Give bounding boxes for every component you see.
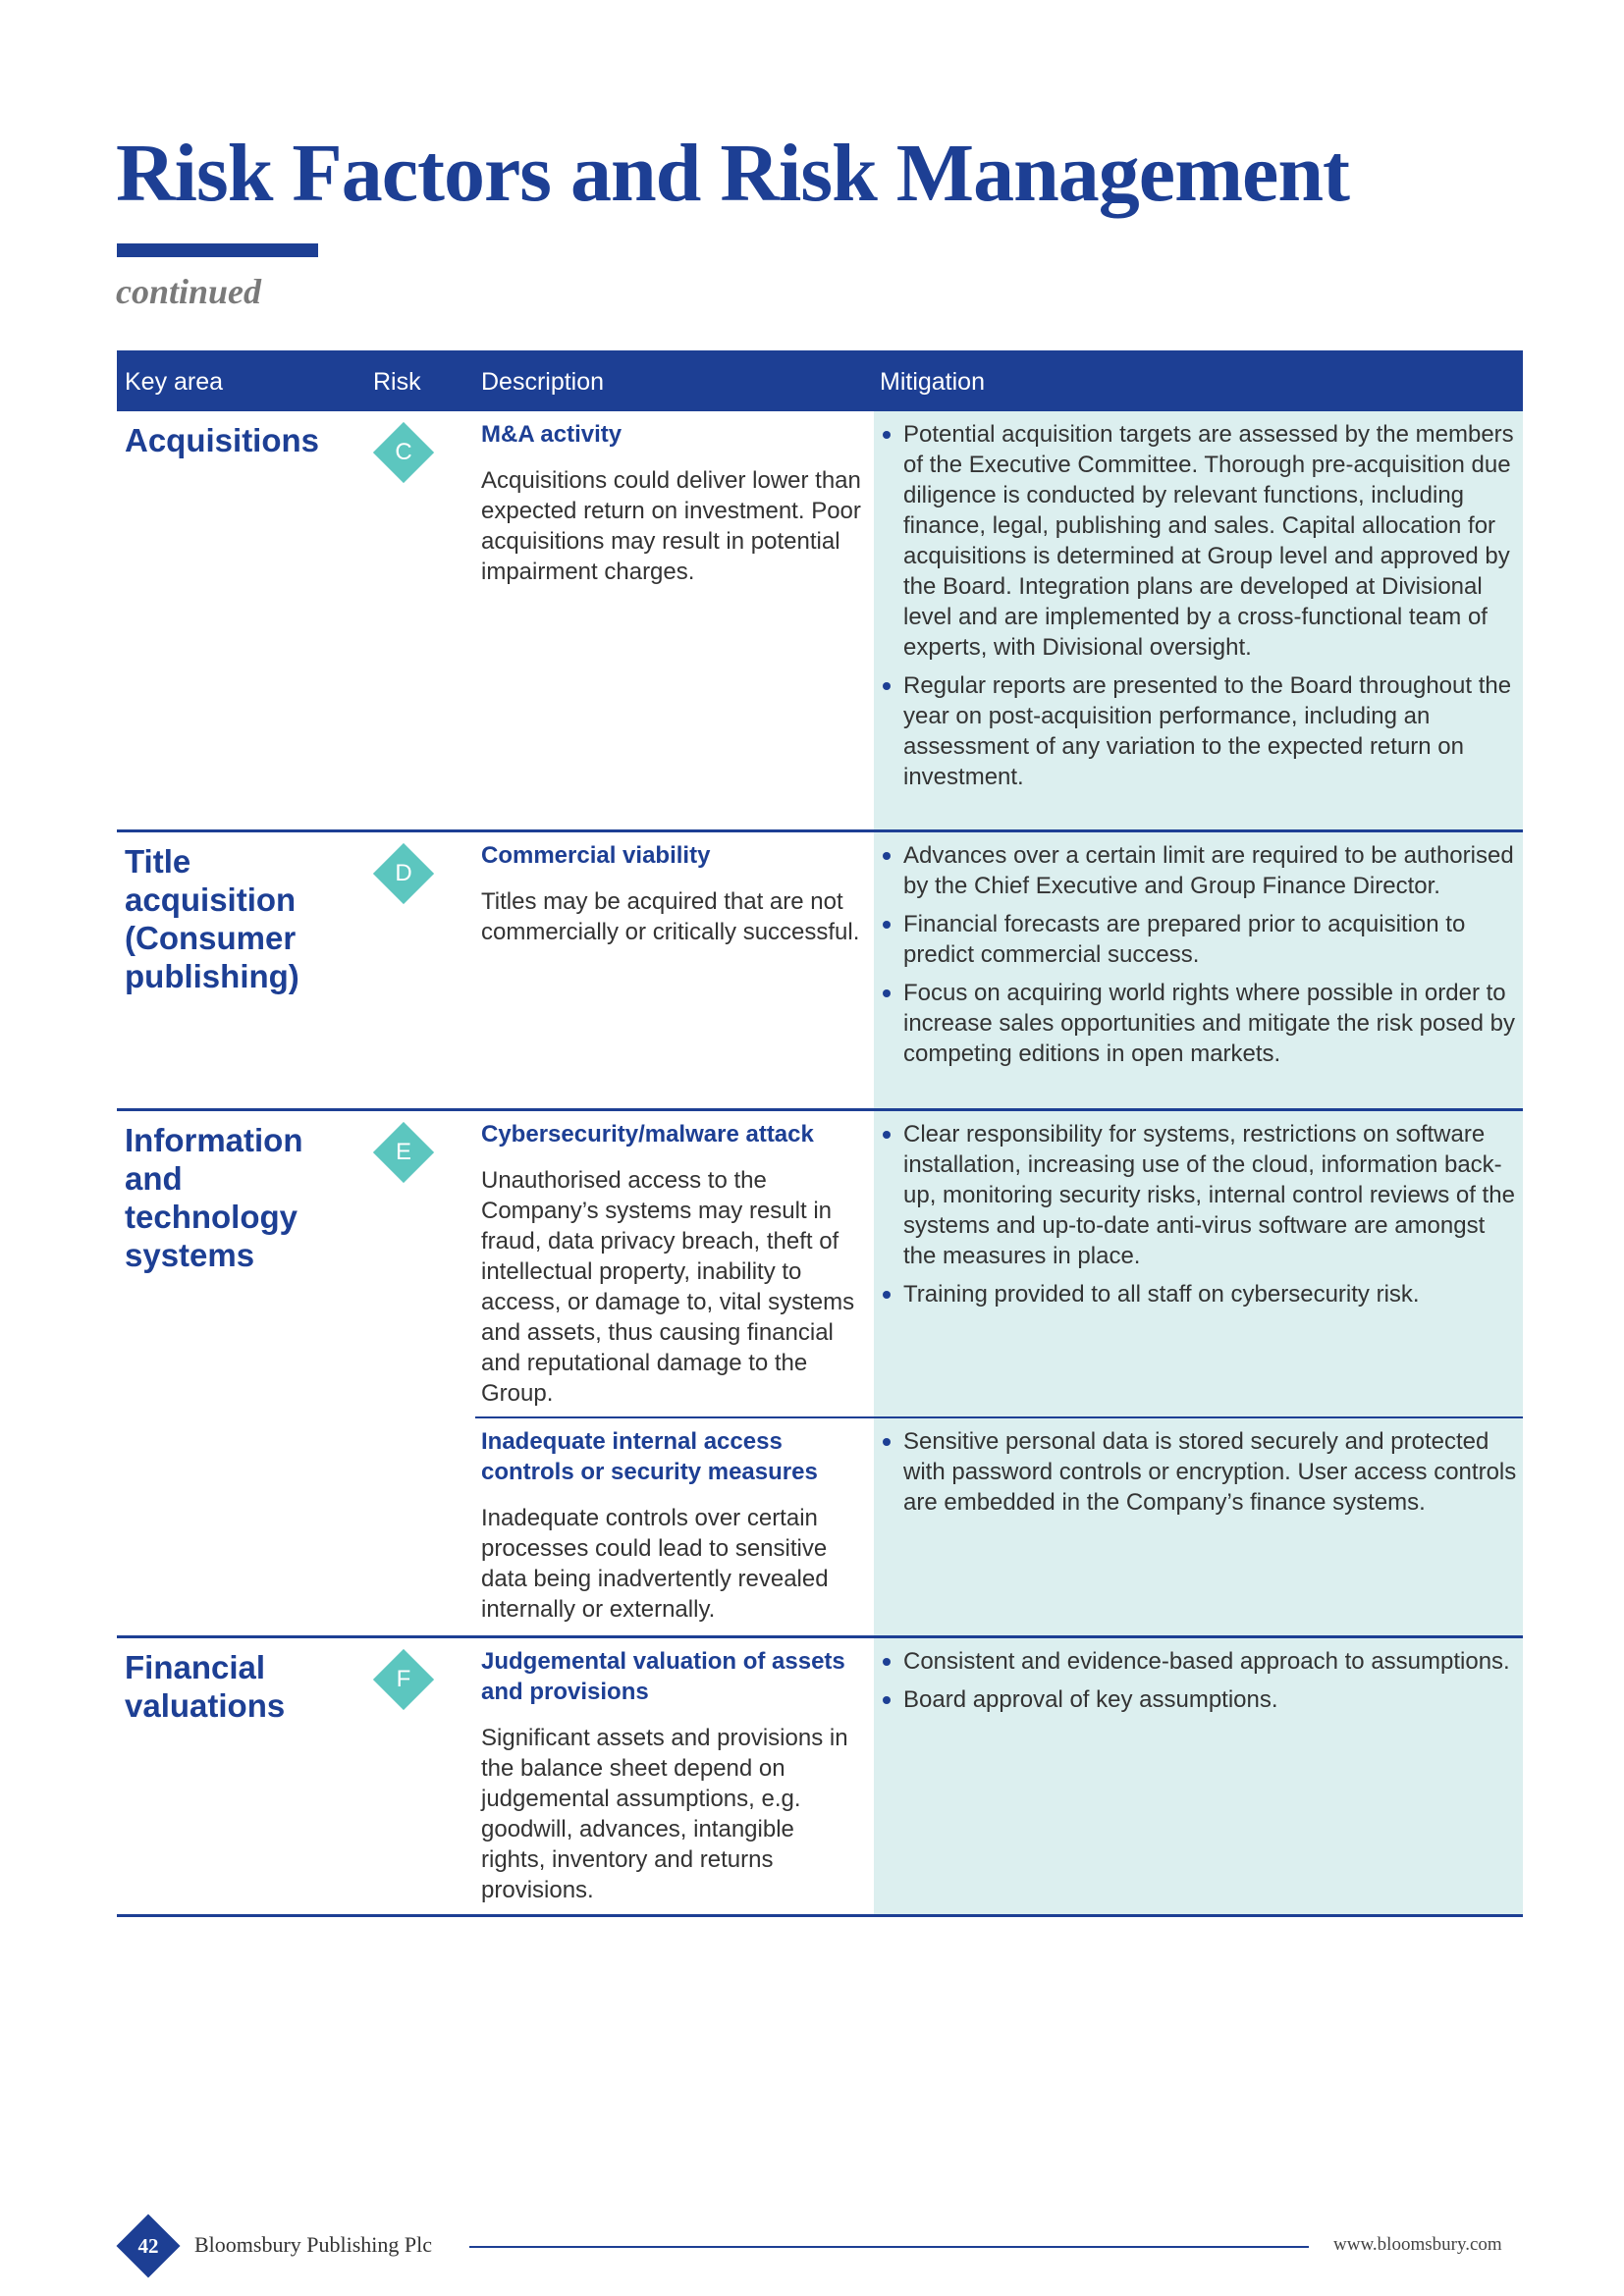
mitigation-item: Sensitive personal data is stored securely and protected with password controls or encryption. User access controls are embedded in the Company’s finance systems. xyxy=(880,1426,1518,1518)
mitigation-list xyxy=(880,1426,1518,1525)
table-row xyxy=(117,1111,1523,1638)
description-title: Inadequate internal access controls or security measures xyxy=(481,1428,818,1485)
mitigation-item: Advances over a certain limit are required to be authorised by the Chief Executive and Group Finance Director. xyxy=(880,840,1518,901)
footer-company: Bloomsbury Publishing Plc xyxy=(194,2232,433,2257)
description-text: Titles may be acquired that are not commercially or critically successful. xyxy=(481,888,860,945)
mitigation-list xyxy=(880,1119,1518,1317)
mitigation-item: Clear responsibility for systems, restrictions on software installation, increasing use of the cloud, information back-up, monitoring security risks, internal control reviews of the systems and up-to-date anti-virus software are amongst the measures in place. xyxy=(880,1119,1518,1271)
footer-rule xyxy=(469,2246,1309,2248)
header-risk: Risk xyxy=(373,368,421,396)
description-cell xyxy=(481,840,864,947)
table-row xyxy=(117,1638,1523,1917)
risk-item xyxy=(475,1416,1523,1635)
risk-letter: C xyxy=(395,439,412,465)
key-area-label: Acquisitions xyxy=(125,422,320,458)
risk-table xyxy=(117,350,1523,1917)
description-text: Unauthorised access to the Company’s systems may result in fraud, data privacy breach, theft of intellectual property, inability to access, or damage to, vital systems and assets, thus causing financial and reputational damage to the Group. xyxy=(481,1167,855,1407)
description-cell xyxy=(481,1646,864,1905)
risk-item xyxy=(117,1111,1523,1416)
page-subtitle: continued xyxy=(116,272,262,311)
description-title: Judgemental valuation of assets and provisions xyxy=(481,1648,845,1705)
table-header xyxy=(117,350,1523,411)
risk-item xyxy=(117,411,1523,829)
page-title: Risk Factors and Risk Management xyxy=(116,128,1350,219)
risk-letter: F xyxy=(396,1666,411,1692)
risk-item xyxy=(117,1638,1523,1914)
header-key-area: Key area xyxy=(125,368,224,396)
mitigation-item: Potential acquisition targets are assessed by the members of the Executive Committee. Thorough pre-acquisition due diligence is conducted by relevant functions, including finance, legal, publishing and sales. Capital allocation for acquisitions is determined at Group level and approved by the Board. Integration plans are developed at Divisional level and are implemented by a cross-functional team of experts, with Divisional oversight. xyxy=(880,419,1518,663)
table-row xyxy=(117,411,1523,832)
mitigation-list xyxy=(880,419,1518,800)
description-cell xyxy=(481,1426,864,1625)
mitigation-item: Board approval of key assumptions. xyxy=(880,1684,1518,1715)
key-area-label: Financial valuations xyxy=(125,1649,286,1724)
mitigation-item: Training provided to all staff on cybersecurity risk. xyxy=(880,1279,1518,1309)
mitigation-item: Consistent and evidence-based approach to assumptions. xyxy=(880,1646,1518,1677)
description-text: Significant assets and provisions in the balance sheet depend on judgemental assumptions, e.g. goodwill, advances, intangible rights, inventory and returns provisions. xyxy=(481,1725,848,1903)
title-rule xyxy=(117,243,318,257)
risk-letter: E xyxy=(395,1139,411,1165)
table-row xyxy=(117,832,1523,1111)
description-text: Acquisitions could deliver lower than expected return on investment. Poor acquisitions may result in potential impairment charges. xyxy=(481,467,861,585)
footer-url: www.bloomsbury.com xyxy=(1333,2234,1502,2255)
page-number: 42 xyxy=(137,2234,159,2258)
mitigation-item: Regular reports are presented to the Board throughout the year on post-acquisition performance, including an assessment of any variation to the expected return on investment. xyxy=(880,670,1518,792)
mitigation-item: Financial forecasts are prepared prior to acquisition to predict commercial success. xyxy=(880,909,1518,970)
description-title: Commercial viability xyxy=(481,842,711,869)
risk-item xyxy=(117,832,1523,1108)
mitigation-list xyxy=(880,1646,1518,1723)
description-cell xyxy=(481,419,864,587)
key-area-label: Title acquisition (Consumer publishing) xyxy=(125,843,299,994)
mitigation-item: Focus on acquiring world rights where possible in order to increase sales opportunities and mitigate the risk posed by competing editions in open markets. xyxy=(880,978,1518,1069)
key-area-label: Information and technology systems xyxy=(125,1122,303,1273)
header-mitigation: Mitigation xyxy=(880,368,985,396)
description-title: M&A activity xyxy=(481,421,623,448)
description-cell xyxy=(481,1119,864,1409)
mitigation-list xyxy=(880,840,1518,1077)
header-description: Description xyxy=(481,368,605,396)
risk-letter: D xyxy=(395,860,412,886)
description-text: Inadequate controls over certain processes could lead to sensitive data being inadvertently revealed internally or externally. xyxy=(481,1505,829,1623)
description-title: Cybersecurity/malware attack xyxy=(481,1121,814,1148)
